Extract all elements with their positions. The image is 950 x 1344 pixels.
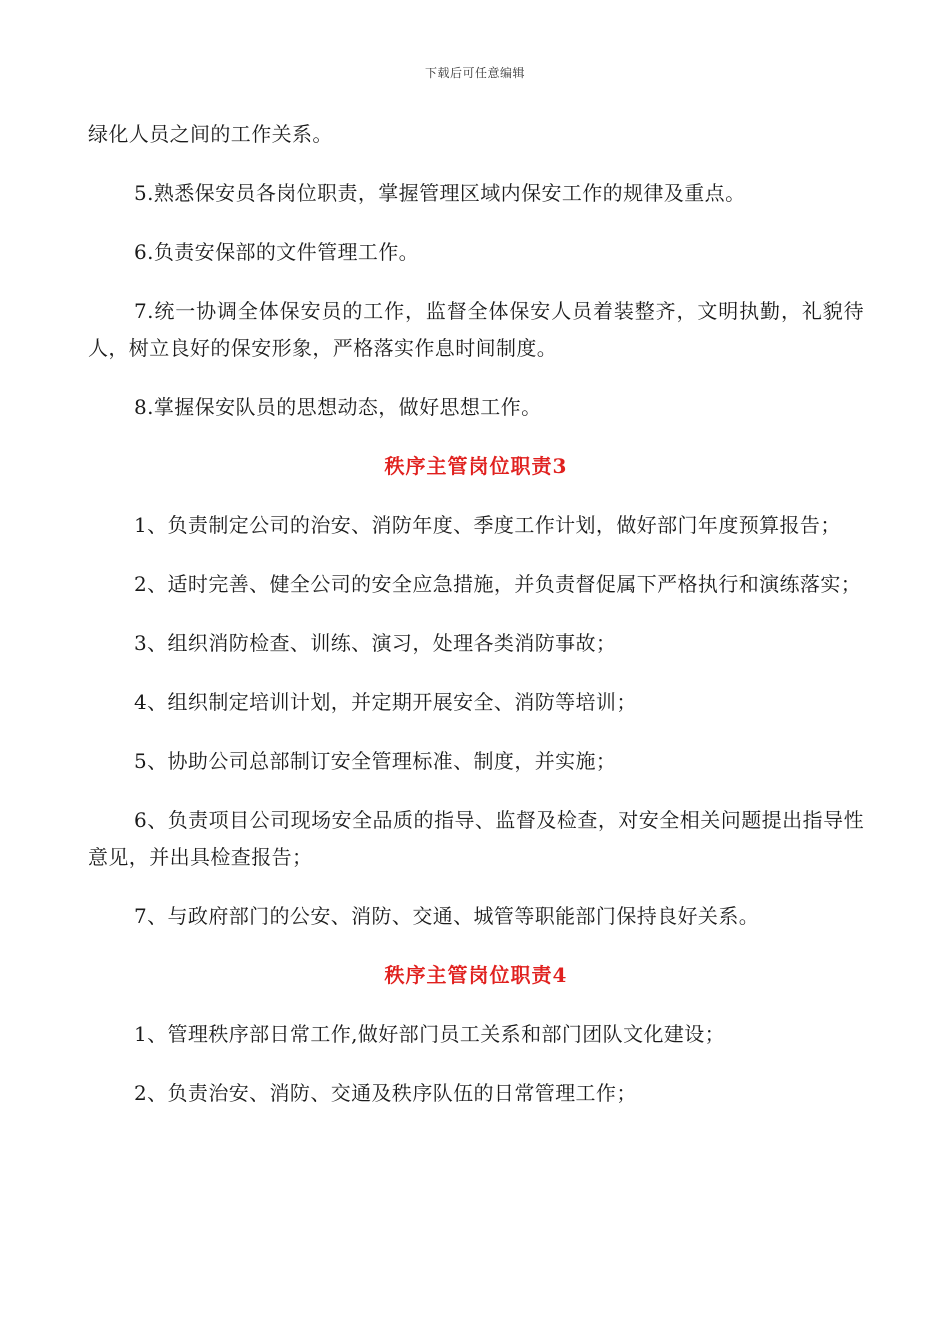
paragraph: 绿化人员之间的工作关系。	[88, 122, 333, 146]
paragraph: 6.负责安保部的文件管理工作。	[134, 240, 420, 264]
paragraph: 4、组织制定培训计划，并定期开展安全、消防等培训；	[134, 690, 637, 714]
document-body	[88, 116, 864, 1134]
paragraph: 6、负责项目公司现场安全品质的指导、监督及检查，对安全相关问题提出指导性意见，并出具检查报告；	[88, 808, 864, 869]
section-heading: 秩序主管岗位职责4	[384, 963, 568, 987]
paragraph: 1、负责制定公司的治安、消防年度、季度工作计划，做好部门年度预算报告；	[134, 513, 841, 537]
paragraph: 2、适时完善、健全公司的安全应急措施，并负责督促属下严格执行和演练落实；	[134, 572, 862, 596]
paragraph: 1、管理秩序部日常工作,做好部门员工关系和部门团队文化建设；	[134, 1022, 726, 1046]
paragraph: 7、与政府部门的公安、消防、交通、城管等职能部门保持良好关系。	[134, 904, 760, 928]
paragraph: 7.统一协调全体保安员的工作，监督全体保安人员着装整齐，文明执勤，礼貌待人，树立良好的保安形象，严格落实作息时间制度。	[88, 299, 864, 360]
header-note: 下载后可任意编辑	[424, 66, 525, 80]
paragraph: 5.熟悉保安员各岗位职责，掌握管理区域内保安工作的规律及重点。	[134, 181, 746, 205]
paragraph: 8.掌握保安队员的思想动态，做好思想工作。	[134, 395, 542, 419]
section-heading: 秩序主管岗位职责3	[384, 454, 568, 478]
paragraph: 2、负责治安、消防、交通及秩序队伍的日常管理工作；	[134, 1081, 637, 1105]
paragraph: 3、组织消防检查、训练、演习，处理各类消防事故；	[134, 631, 617, 655]
paragraph: 5、协助公司总部制订安全管理标准、制度，并实施；	[134, 749, 617, 773]
